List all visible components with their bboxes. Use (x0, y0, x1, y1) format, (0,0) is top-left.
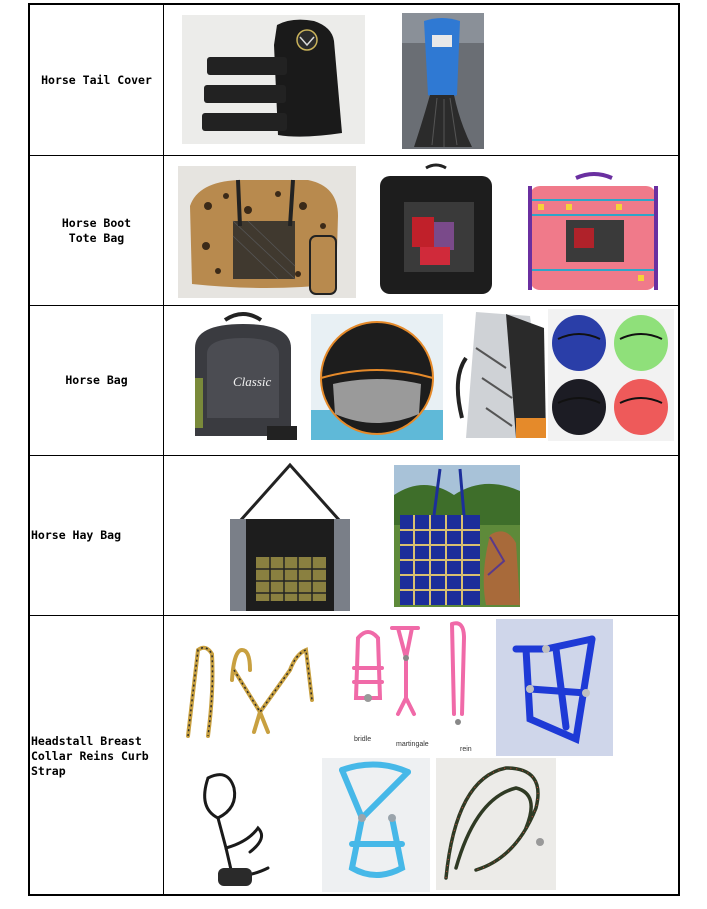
blue-hay-bag-horse-photo (394, 465, 520, 607)
table-row (30, 616, 678, 896)
row-label (30, 306, 164, 455)
row-label (30, 156, 164, 305)
light-blue-harness-photo (322, 758, 430, 892)
black-rope-halter-photo (178, 768, 288, 892)
table-row (30, 306, 678, 456)
row-label (30, 616, 164, 896)
grey-saddle-bag-photo (446, 308, 550, 442)
tail-cover-black-photo (182, 15, 365, 144)
label-line: Horse Hay Bag (31, 528, 122, 542)
row-label (30, 5, 164, 155)
pink-bridle-set-photo (328, 618, 492, 758)
aztec-tote-bag-photo (526, 170, 661, 296)
round-bags-set-photo (548, 309, 674, 441)
table-row (30, 456, 678, 616)
leopard-tack-set-photo (178, 640, 320, 740)
caption-rein: rein (460, 746, 472, 753)
label-line: Tote Bag (68, 230, 125, 245)
classic-logo: Classic (233, 374, 272, 389)
caption-bridle: bridle (354, 736, 372, 743)
black-tote-bag-photo (374, 162, 499, 296)
blue-halter-photo (496, 619, 613, 756)
label-line: Horse Boot (61, 215, 132, 230)
label-line: Strap (31, 763, 66, 778)
label-line: Collar Reins Curb (31, 748, 149, 763)
classic-helmet-bag-photo (187, 308, 299, 442)
table-row (30, 156, 678, 306)
row-label (30, 456, 164, 615)
label-line: Horse Bag (65, 373, 128, 387)
leopard-tote-bag-photo (178, 166, 356, 298)
product-table (28, 3, 680, 896)
tail-cover-blue-photo (402, 13, 484, 149)
table-row (30, 5, 678, 156)
round-rope-bag-photo (311, 314, 443, 440)
caption-martingale: martingale (396, 741, 429, 748)
label-line: Headstall Breast (31, 733, 142, 748)
label-line: Horse Tail Cover (41, 72, 152, 87)
dark-rope-reins-photo (436, 758, 556, 890)
grey-hay-bag-photo (226, 461, 354, 613)
